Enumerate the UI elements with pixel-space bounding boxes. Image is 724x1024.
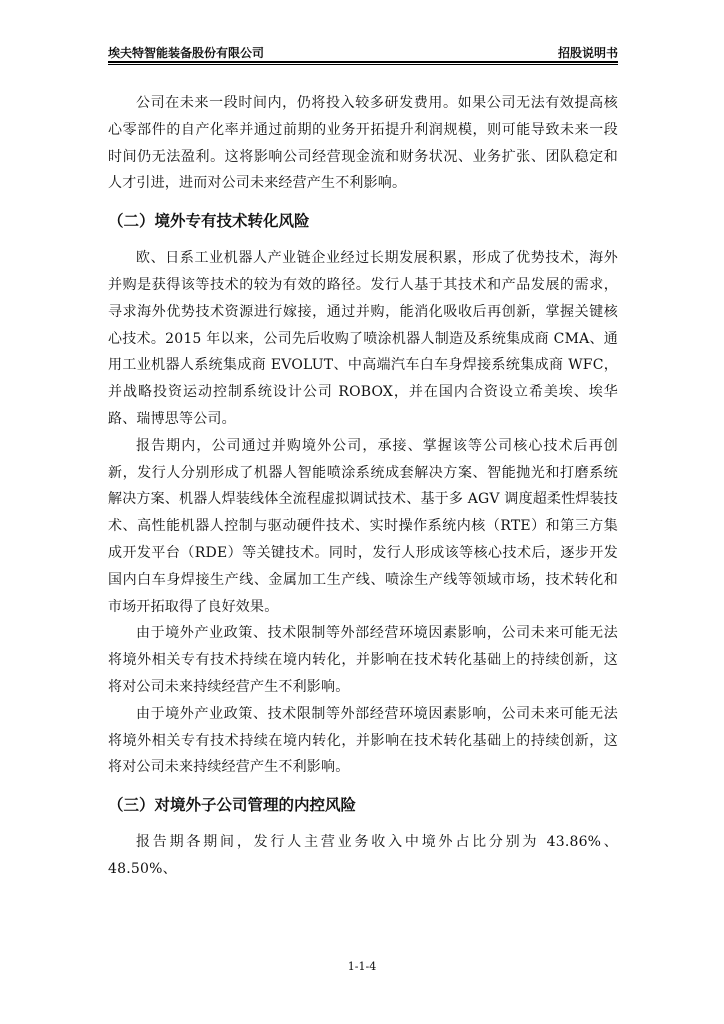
- paragraph: 由于境外产业政策、技术限制等外部经营环境因素影响，公司未来可能无法将境外相关专有技术持续在境内转化，并影响在技术转化基础上的持续创新，这将对公司未来持续经营产生不利影响。: [108, 705, 618, 776]
- header-document-type: 招股说明书: [557, 46, 618, 60]
- header-company-name: 埃夫特智能装备股份有限公司: [108, 46, 265, 60]
- paragraph: 由于境外产业政策、技术限制等外部经营环境因素影响，公司未来可能无法将境外相关专有技术持续在境内转化，并影响在技术转化基础上的持续创新，这将对公司未来持续经营产生不利影响。: [108, 625, 618, 695]
- paragraph: 报告期各期间，发行人主营业务收入中境外占比分别为 43.86%、48.50%、: [108, 834, 618, 877]
- paragraph: 欧、日系工业机器人产业链企业经过长期发展积累，形成了优势技术，海外并购是获得该等技术的较为有效的路径。发行人基于其技术和产品发展的需求，寻求海外优势技术资源进行嫁接，通过并购，能消化吸收后再创新，掌握关键核心技术。2015 年以来，公司先后收购了喷涂机器人制造及系统集成商 CMA、通用工业机器人系统集成商 EVOLUT、中高端汽车白车身焊接系统集成商 WFC，并战略投资运动控制系统设计公司 ROBOX，并在国内合资设立希美埃、埃华路、瑞博思等公司。: [108, 250, 618, 427]
- page-header: [108, 44, 618, 62]
- section-heading: （三）对境外子公司管理的内控风险: [108, 796, 357, 815]
- paragraph: 报告期内，公司通过并购境外公司，承接、掌握该等公司核心技术后再创新，发行人分别形成了机器人智能喷涂系统成套解决方案、智能抛光和打磨系统解决方案、机器人焊装线体全流程虚拟调试技术、基于多 AGV 调度超柔性焊装技术、高性能机器人控制与驱动硬件技术、实时操作系统内核（RTE）和第三方集成开发平台（RDE）等关键技术。同时，发行人形成该等核心技术后，逐步开发国内白车身焊接生产线、金属加工生产线、喷涂生产线等领域市场，技术转化和市场开拓取得了良好效果。: [108, 437, 618, 615]
- section-heading: （二）境外专有技术转化风险: [108, 212, 310, 231]
- page-number: 1-1-4: [347, 960, 377, 973]
- page-body: [108, 90, 618, 883]
- header-rule-thin: [108, 64, 618, 65]
- paragraph: 公司在未来一段时间内，仍将投入较多研发费用。如果公司无法有效提高核心零部件的自产化率并通过前期的业务开拓提升利润规模，则可能导致未来一段时间仍无法盈利。这将影响公司经营现金流和财务状况、业务扩张、团队稳定和人才引进，进而对公司未来经营产生不利影响。: [108, 95, 618, 192]
- header-rule-thick: [108, 61, 618, 63]
